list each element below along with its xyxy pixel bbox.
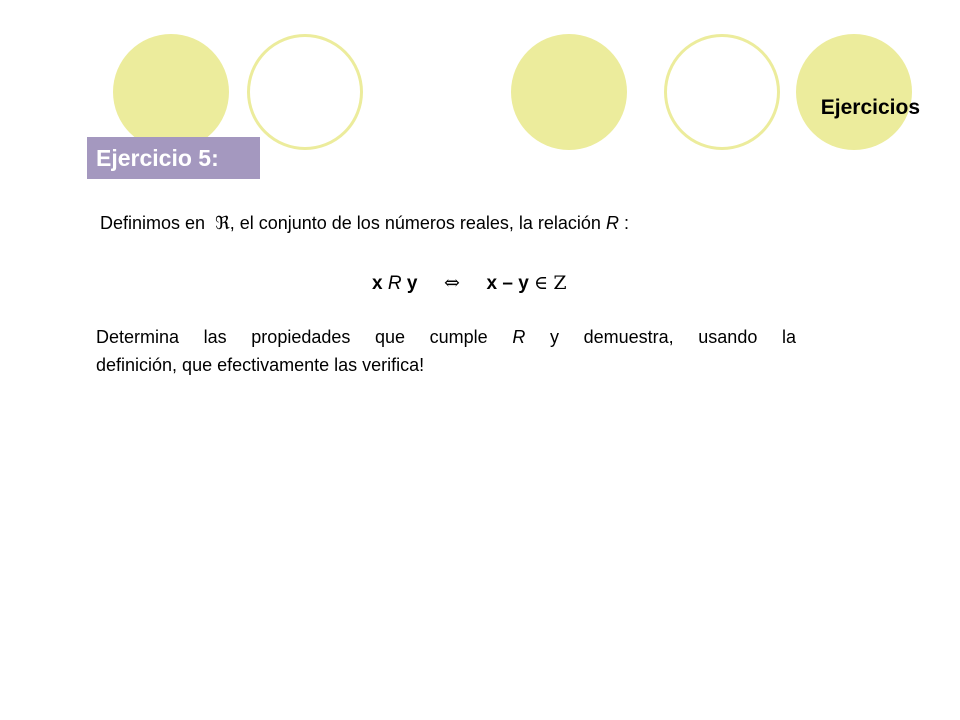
relation-lhs-x: x — [372, 273, 383, 294]
decorative-filled-circle — [113, 34, 229, 150]
question-part-2: y demuestra, usando la — [549, 327, 796, 347]
decorative-filled-circle — [511, 34, 627, 150]
relation-lhs-r: R — [387, 273, 402, 294]
decorative-ring-circle — [247, 34, 363, 150]
relation-lhs-y: y — [406, 273, 418, 294]
intro-suffix: , el conjunto de los números reales, la relación — [229, 213, 601, 233]
intro-prefix: Definimos en — [100, 213, 206, 233]
question-line-2: definición, que efectivamente las verifica! — [96, 355, 425, 375]
question-line-1 — [96, 323, 796, 351]
exercise-question — [96, 323, 796, 379]
question-part-1: Determina las propiedades que cumple — [96, 327, 488, 347]
decorative-filled-circle — [796, 34, 912, 150]
exercise-intro — [100, 213, 810, 234]
intro-colon: : — [623, 213, 629, 233]
relation-definition — [372, 272, 567, 295]
exercise-title: Ejercicio 5: — [87, 137, 260, 179]
section-label: Ejercicios — [820, 96, 920, 119]
decorative-ring-circle — [664, 34, 780, 150]
element-of-symbol: ∈ — [534, 272, 549, 294]
integers-symbol: Z — [553, 272, 567, 294]
relation-name: R — [605, 213, 619, 233]
question-relation-name: R — [512, 327, 526, 347]
iff-symbol: ⇔ — [444, 272, 460, 294]
reals-symbol: ℜ — [215, 213, 230, 234]
relation-rhs-expression: x – y — [486, 273, 529, 294]
